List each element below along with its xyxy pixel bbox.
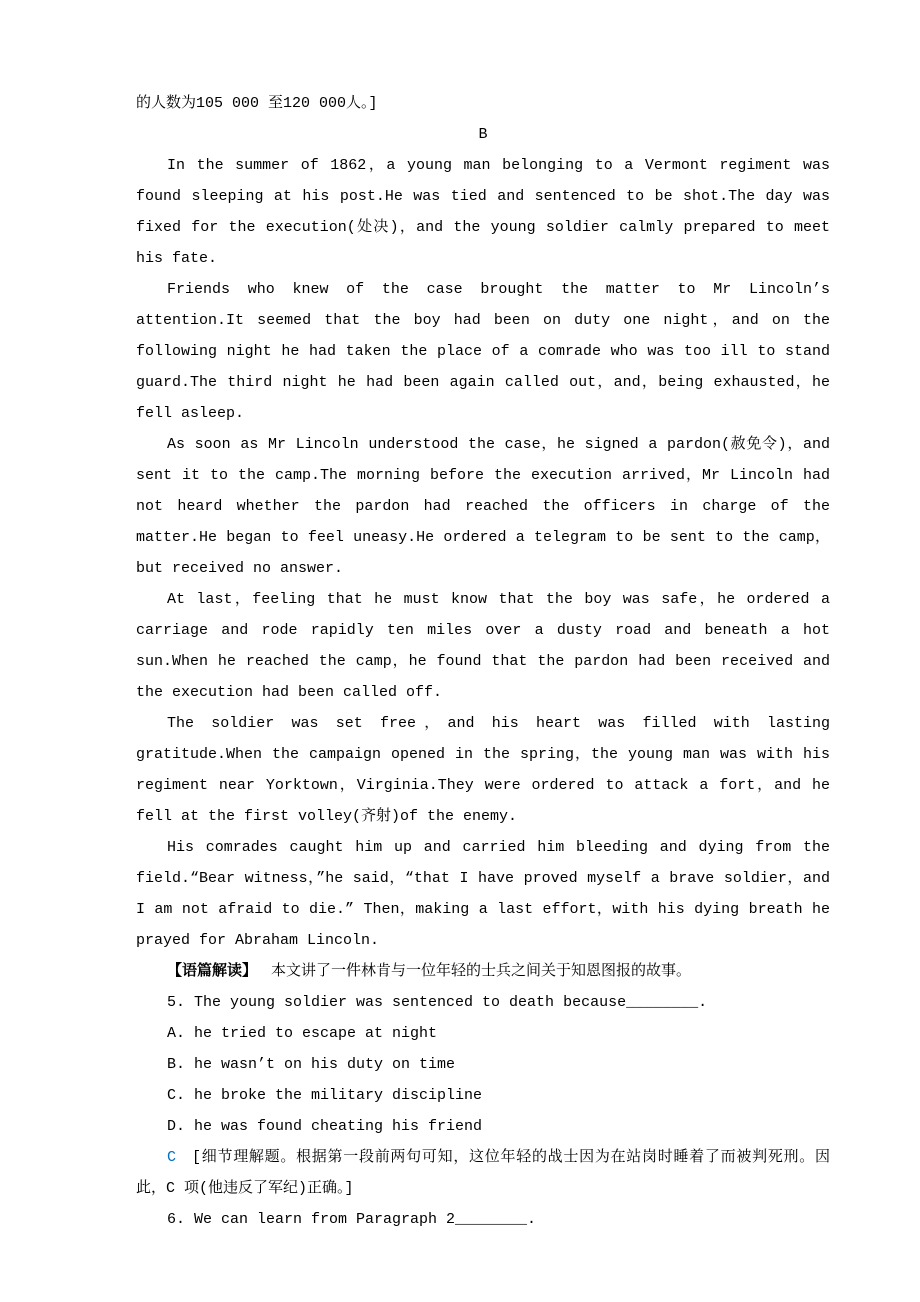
passage-paragraph-6: His comrades caught him up and carried him bleeding and dying from the field.“Bear witness，”he said，“that I have proved myself a brave soldier，and I am not afraid to die.” Then，making a last effort，with his dying breath he prayed for Abraham Lincoln. xyxy=(136,839,830,949)
question-5-option-a: A. he tried to escape at night xyxy=(167,1025,438,1042)
passage-paragraph-4: At last，feeling that he must know that the boy was safe，he ordered a carriage and rode rapidly ten miles over a dusty road and beneath a hot sun.When he reached the camp，he found that the pardon had been received and the execution had been called off. xyxy=(136,591,830,701)
passage-analysis xyxy=(136,956,830,987)
passage-paragraph-5: The soldier was set free，and his heart was filled with lasting gratitude.When the campaign opened in the spring，the young man was with his regiment near Yorktown，Virginia.They were ordered to attack a fort，and he fell at the first volley(齐射)of the enemy. xyxy=(136,715,830,825)
answer-letter: C xyxy=(167,1149,177,1166)
passage-paragraph-1: In the summer of 1862，a young man belonging to a Vermont regiment was found sleeping at his post.He was tied and sentenced to be shot.The day was fixed for the execution(处决)，and the young soldier calmly prepared to meet his fate. xyxy=(136,157,830,267)
answer-explanation: [细节理解题。根据第一段前两句可知，这位年轻的战士因为在站岗时睡着了而被判死刑。因此，C 项(他违反了军纪)正确。] xyxy=(136,1149,830,1197)
passage-paragraph-3: As soon as Mr Lincoln understood the case，he signed a pardon(赦免令)，and sent it to the camp.The morning before the execution arrived，Mr Lincoln had not heard whether the pardon had reached the officers in charge of the matter.He began to feel uneasy.He ordered a telegram to be sent to the camp，but received no answer. xyxy=(136,436,830,577)
analysis-label: 【语篇解读】 xyxy=(167,963,258,980)
question-5-stem: 5. The young soldier was sentenced to death because________. xyxy=(167,994,708,1011)
prev-page-continuation: 的人数为105 000 至120 000人。] xyxy=(136,95,378,112)
question-6-stem: 6. We can learn from Paragraph 2________. xyxy=(167,1211,537,1228)
question-5-option-d: D. he was found cheating his friend xyxy=(167,1118,483,1135)
section-label: B xyxy=(478,126,488,143)
question-5-option-b: B. he wasn’t on his duty on time xyxy=(167,1056,456,1073)
question-5-option-c: C. he broke the military discipline xyxy=(167,1087,483,1104)
analysis-text: 本文讲了一件林肯与一位年轻的士兵之间关于知恩图报的故事。 xyxy=(271,963,692,980)
passage-paragraph-2: Friends who knew of the case brought the matter to Mr Lincoln’s attention.It seemed that the boy had been on duty one night，and on the following night he had taken the place of a comrade who was too ill to stand guard.The third night he had been again called out，and，being exhausted，he fell asleep. xyxy=(136,281,830,422)
question-5-answer xyxy=(136,1142,830,1204)
